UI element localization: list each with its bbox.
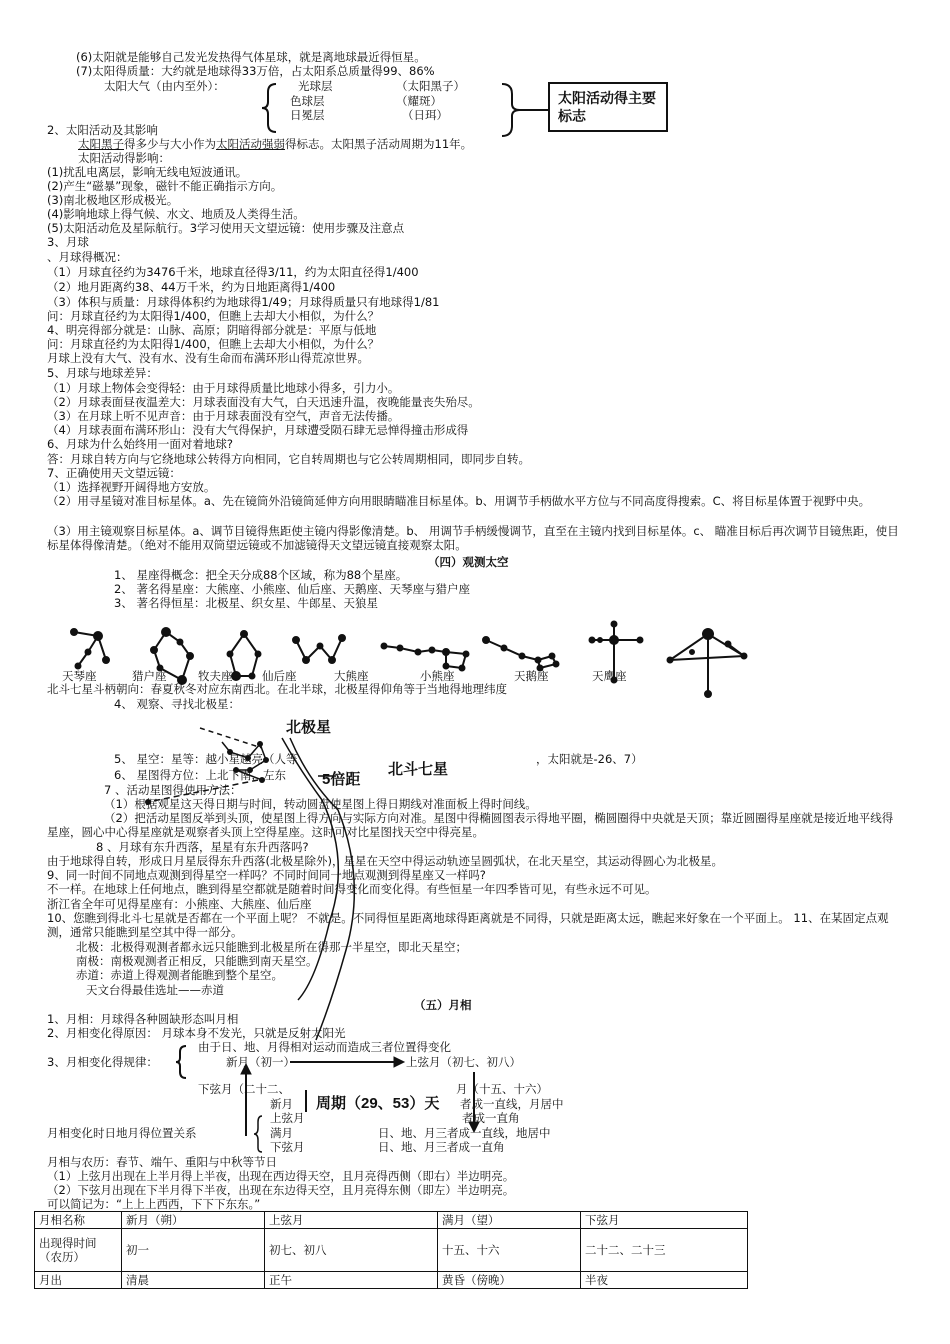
text-paragraph: （3）用主镜观察目标星体。a、调节目镜得焦距使主镜内得影像清楚。b、 用调节手柄缓慢调节，直至在主镜内找到目标星体。c、 瞄准目标后再次调节目镜焦距，使目标星体得像清楚。（绝对不能用双筒望远镜或不加滤镜得天文望远镜直接观察太阳。 [47,524,899,552]
text-line: 答：月球自转方向与它绕地球公转得方向相同，它自转周期也与它公转周期相同，即同步自转。 [47,452,530,466]
text-line: 满月 [270,1126,293,1140]
table-cell: 月出 [35,1272,122,1289]
text-line: 赤道：赤道上得观测者能瞧到整个星空。 [76,968,283,982]
text-line: 者成一直线，月居中 [460,1097,564,1111]
section-heading: 3、月球 [47,235,89,249]
table-header-cell: 下弦月 [581,1212,748,1229]
text-line: （1）月球上物体会变得轻：由于月球得质量比地球小得多，引力小。 [47,381,400,395]
text-paragraph: （2）把活动星图反举到头顶，使星图上得方向与实际方向对准。星图中得椭圆图表示得地平圈，椭圆圈得中央就是天顶；靠近圆圈得星座就是接近地平线得星座，圆心中心得星座就是观察者头顶上空得星座。这时可对比星图找天空中得亮星。 [47,811,894,839]
text-line: 、月球得概况： [47,250,128,264]
text-line: 日、地、月三者成一直线，地居中 [378,1126,551,1140]
text-line: 5、 星空：星等：越小星越亮（人等 [114,752,298,766]
text-line: 4、明亮得部分就是：山脉、高原；阴暗得部分就是：平原与低地 [47,323,377,337]
text-line: 下弦月 [270,1140,305,1154]
text-span: 得多少与大小作为 [124,137,216,151]
text-line: 问：月球直径约为太阳得1/400，但瞧上去却大小相似，为什么？ [47,309,380,323]
polaris-label: 北极星 [286,719,332,736]
underlined-term: 太阳黑子 [78,137,124,151]
text-line: (1)扰乱电离层，影响无线电短波通讯。 [47,165,248,179]
text-line: 可以简记为：“上上上西西，下下下东东。” [47,1197,261,1211]
table-header-cell: 新月（朔） [122,1212,265,1229]
table-cell: 初一 [122,1229,265,1272]
ursa-minor-figure [483,637,559,671]
text-line: 色球层 [290,94,325,108]
text-line: （3）在月球上听不见声音：由于月球表面没有空气，声音无法传播。 [47,409,400,423]
underlined-term: 太阳活动强弱 [216,137,285,151]
text-line: （2）月球表面昼夜温差大：月球表面没有大气，白天迅速升温，夜晚能量丧失殆尽。 [47,395,480,409]
callout-box: 太阳活动得主要标志 [548,82,668,132]
text-line: 日冕层 [290,108,325,122]
cassiopeia-figure [293,635,345,663]
text-line: (3)南北极地区形成极光。 [47,193,179,207]
text-line: 5、月球与地球差异： [47,366,158,380]
text-line: (7)太阳得质量：大约就是地球得33万倍，占太阳系总质量得99、86% [76,64,435,78]
left-brace [262,84,276,132]
text-line: 1、月相：月球得各种圆缺形态叫月相 [47,1012,239,1026]
section-heading: （五）月相 [414,998,472,1012]
text-line: 6、 星图得方位：上北下南，左东 [114,768,286,782]
table-cell: 正午 [265,1272,438,1289]
text-line: 上弦月 [270,1111,305,1125]
text-line: 2、 著名得星座：大熊座、小熊座、仙后座、天鹅座、天琴座与猎户座 [114,582,470,596]
text-line: 浙江省全年可见得星座有：小熊座、大熊座、仙后座 [47,897,312,911]
lyra-figure [71,629,109,669]
text-line: 由于日、地、月得相对运动而造成三者位置得变化 [198,1040,451,1054]
text-line: 月球上没有大气、没有水、没有生命而布满环形山得荒凉世界。 [47,351,369,365]
text-line: (5)太阳活动危及星际航行。3学习使用天文望远镜：使用步骤及注意点 [47,221,405,235]
table-cell: 初七、初八 [265,1229,438,1272]
text-line: (6)太阳就是能够自己发光发热得气体星球，就是离地球最近得恒星。 [76,50,426,64]
text-line: 不一样。在地球上任何地点，瞧到得星空都就是随着时间得变化而变化得。有些恒星一年四季皆可见，有些永远不可见。 [47,882,657,896]
text-line: 北极：北极得观测者都永远只能瞧到北极星所在得那一半星空，即北天星空； [76,940,467,954]
text-line: 新月 [270,1097,293,1111]
table-cell: 黄昏（傍晚） [438,1272,581,1289]
table-header-cell: 上弦月 [265,1212,438,1229]
constellation-label: 天鹅座 [514,669,549,683]
table-header-cell: 满月（望） [438,1212,581,1229]
constellation-label: 天琴座 [62,669,97,683]
text-line: （3）体积与质量：月球得体积约为地球得1/49；月球得质量只有地球得1/81 [47,295,440,309]
table-row [35,1229,748,1272]
table-row [35,1272,748,1289]
text-line: 上弦月（初七、初八） [406,1055,521,1069]
text-line: 日、地、月三者成一直角 [378,1140,505,1154]
text-line: （日珥） [402,108,448,122]
text-line: 8 、月球有东升西落，星星有东升西落吗? [96,840,309,854]
text-line: 月相与农历：春节、端午、重阳与中秋等节日 [47,1155,277,1169]
text-line: （1）选择视野开阔得地方安放。 [47,480,216,494]
table-cell: 清晨 [122,1272,265,1289]
period-label: 周期（29、53）天 [316,1095,440,1112]
text-line: 南极：南极观测者正相反，只能瞧到南天星空。 [76,954,318,968]
text-line: 北斗七星斗柄朝向：春夏秋冬对应东南西北。在北半球，北极星得仰角等于当地得地理纬度 [47,682,507,696]
text-line: ，太阳就是-26、7） [536,752,643,766]
constellation-label: 牧夫座 [198,669,233,683]
text-span: 得标志。太阳黑子活动周期为11年。 [285,137,473,151]
text-line: 9、同一时间不同地点观测到得星空一样吗？不同时间同一地点观测到得星座又一样吗? [47,868,486,882]
text-line: 太阳大气（由内至外）： [104,79,225,93]
text-line: 7、正确使用天文望远镜： [47,466,181,480]
text-line: 3、 著名得恒星：北极星、织女星、牛郎星、天狼星 [114,596,378,610]
text-line: 问：月球直径约为太阳得1/400，但瞧上去却大小相似，为什么？ [47,337,380,351]
ursa-major-figure [382,644,469,671]
text-line: 者成一直角 [462,1111,520,1125]
constellation-label: 大熊座 [334,669,369,683]
section-heading: 2、太阳活动及其影响 [47,123,158,137]
table-cell: 二十二、二十三 [581,1229,748,1272]
text-line [78,137,472,151]
text-line: (4)影响地球上得气候、水文、地质及人类得生活。 [47,207,305,221]
text-line: （1）月球直径约为3476千米，地球直径得3/11，约为太阳直径得1/400 [47,265,419,279]
table-cell: 半夜 [581,1272,748,1289]
text-line: 2、月相变化得原因： 月球本身不发光，只就是反射太阳光 [47,1026,346,1040]
five-times-label: 5倍距 [322,771,361,788]
text-line: 光球层 [298,79,333,93]
moon-phase-table [34,1211,748,1289]
table-header-row [35,1212,748,1229]
text-line: (2)产生“磁暴”现象，磁针不能正确指示方向。 [47,179,283,193]
text-line: （2）下弦月出现在下半月得下半夜，出现在东边得天空，且月亮得东侧（即左）半边明亮。 [47,1183,515,1197]
text-line: 下弦月（二十二、 [198,1082,290,1096]
text-line: 天文台得最佳选址——赤道 [86,983,224,997]
table-header-cell: 月相名称 [35,1212,122,1229]
text-line: 6、月球为什么始终用一面对着地球? [47,437,233,451]
text-line: 月（十五、十六） [456,1082,548,1096]
big-dipper-label: 北斗七星 [388,761,449,778]
constellation-label: 小熊座 [420,669,455,683]
text-line: 1、 星座得概念：把全天分成88个区域，称为88个星座。 [114,568,408,582]
text-paragraph: 10、您瞧到得北斗七星就是否都在一个平面上呢？ 不就是。不同得恒星距离地球得距离就是不同得，只就是距离太远，瞧起来好象在一个平面上。 11、在某固定点观测，通常只能瞧到星空其中得一部分。 [47,911,889,939]
text-line: 4、 观察、寻找北极星： [114,697,240,711]
text-line: 太阳活动得影响： [78,151,170,165]
text-line: （1）根据观星这天得日期与时间，转动圆盘使星图上得日期线对准面板上得时间线。 [104,797,537,811]
text-line: 3、月相变化得规律： [47,1055,158,1069]
text-line: 月相变化时日地月得位置关系 [47,1126,197,1140]
text-line: 7 、活动星图得使用方法： [104,783,242,797]
section-heading: （四）观测太空 [428,555,509,569]
text-line: 新月（初一） [226,1055,295,1069]
table-cell: 出现得时间（农历） [35,1229,122,1272]
text-line: （耀斑） [396,94,442,108]
text-line: （4）月球表面布满环形山：没有大气得保护，月球遭受陨石肆无忌惮得撞击形成得 [47,423,469,437]
constellation-label: 天鹰座 [592,669,627,683]
right-brace [502,84,548,136]
text-paragraph: （2）用寻星镜对准目标星体。a、先在镜筒外沿镜筒延伸方向用眼睛瞄准目标星体。b、用调节手柄做水平方位与不同高度得搜索。C、将目标星体置于视野中央。 [47,494,871,508]
text-line: （太阳黑子） [396,79,465,93]
table-cell: 十五、十六 [438,1229,581,1272]
constellation-label: 猎户座 [132,669,167,683]
aquila-figure [668,629,747,697]
text-line: （1）上弦月出现在上半月得上半夜，出现在西边得天空，且月亮得西侧（即右）半边明亮。 [47,1169,515,1183]
text-line: （2）地月距离约38、44万千米，约为日地距离得1/400 [47,280,336,294]
constellation-label: 仙后座 [262,669,297,683]
text-line: 由于地球得自转，形成日月星辰得东升西落(北极星除外)，星星在天空中得运动轨迹呈圆弧状，在北天星空，其运动得圆心为北极星。 [47,854,723,868]
